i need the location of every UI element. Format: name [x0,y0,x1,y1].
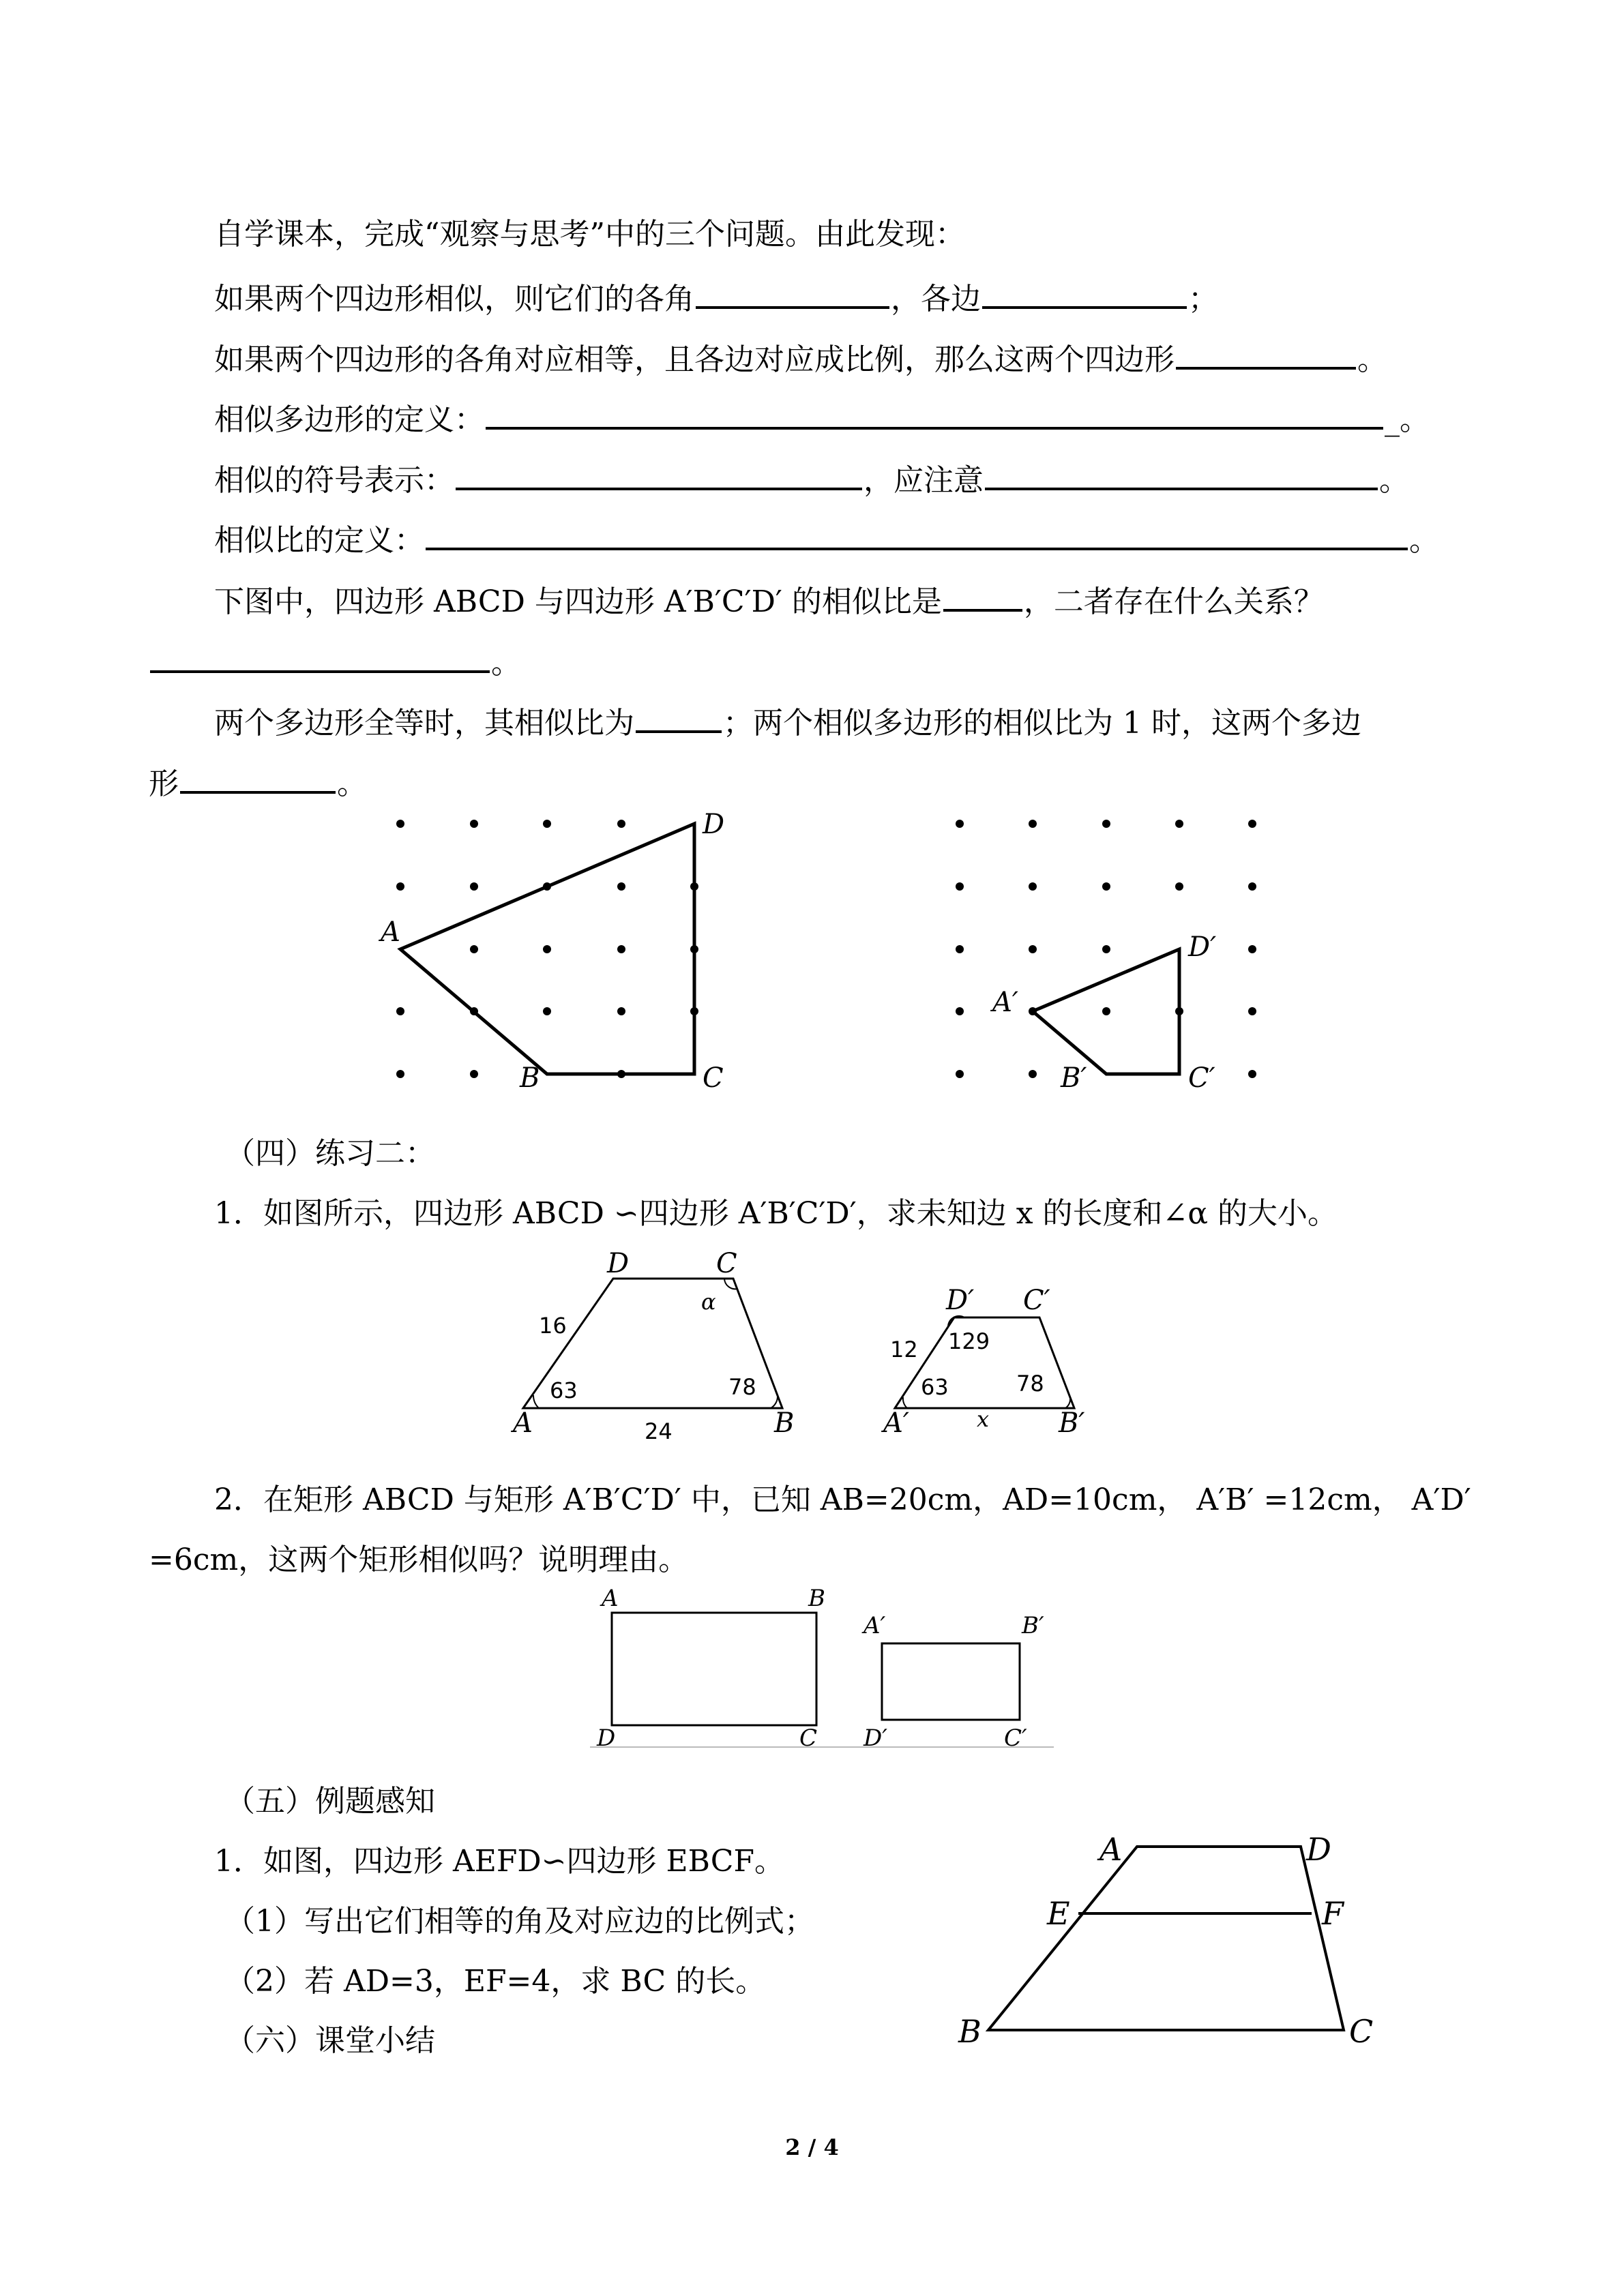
intro-line: 自学课本，完成“观察与思考”中的三个问题。由此发现： [214,217,965,252]
dot-grid-figure-abcd [368,805,750,1098]
vertex-label: F [1322,1895,1344,1932]
answer-blank[interactable] [150,639,490,673]
vertex-label: C′ [1023,1285,1050,1316]
vertex-label: A [1099,1831,1123,1868]
vertex-label: D′ [863,1725,887,1752]
text: ，应注意 [863,463,984,498]
text: 。 [337,766,367,801]
fill-line-angles-sides [214,275,1218,320]
text: 如果两个四边形相似，则它们的各角 [214,282,694,316]
text: 相似的符号表示： [214,463,454,498]
section-practice-two: （四）练习二： [225,1136,435,1171]
side-length-label: 24 [645,1418,673,1444]
answer-blank[interactable] [1176,336,1356,370]
answer-blank[interactable] [943,578,1022,612]
example-1: 1．如图，四边形 AEFD∽四边形 EBCF。 [214,1844,784,1879]
fill-line-similar-condition [214,336,1387,381]
vertex-label: E [1047,1895,1070,1932]
angle-label: 129 [948,1328,990,1354]
vertex-label: D [703,809,725,840]
trapezoid-abcd-figure [505,1241,805,1446]
text: ；两个相似多边形的相似比为 1 时，这两个多边 [723,706,1361,741]
text: _。 [1385,402,1430,437]
rectangles-figure [587,1582,1064,1759]
vertex-label: C [716,1248,737,1279]
angle-label: 78 [1016,1371,1044,1397]
text: 相似多边形的定义： [214,402,484,437]
answer-blank[interactable] [636,699,722,733]
text: 形 [149,766,179,801]
text: 。 [1357,342,1387,377]
answer-blank[interactable] [982,275,1187,309]
fill-line-relation [149,639,521,684]
text: 下图中，四边形 ABCD 与四边形 A′B′C′D′ 的相似比是 [214,584,942,619]
question-1: 1．如图所示，四边形 ABCD ∽四边形 A′B′C′D′，求未知边 x 的长度和∠α 的大小。 [214,1196,1338,1231]
fill-line-ratio-question [214,578,1324,623]
question-2: 2．在矩形 ABCD 与矩形 A′B′C′D′ 中，已知 AB=20cm，AD=10cm， A′B′ =12cm， A′D′ [214,1482,1471,1517]
unknown-side-label: x [977,1406,990,1432]
answer-blank[interactable] [426,516,1408,550]
vertex-label: A′ [992,987,1018,1018]
fill-line-definition [214,396,1430,441]
angle-label-alpha: α [701,1289,716,1315]
vertex-label: A′ [863,1612,886,1639]
vertex-label: B [808,1585,825,1612]
answer-blank[interactable] [456,456,862,490]
vertex-label: A [602,1585,619,1612]
vertex-label: C [799,1725,818,1752]
section-summary: （六）课堂小结 [225,2023,435,2058]
dot-grid-figure-a1b1c1d1 [941,805,1282,1098]
fill-line-congruent-cont [149,760,367,805]
text: 两个多边形全等时，其相似比为 [214,706,634,741]
example-1-part-1: （1）写出它们相等的角及对应边的比例式； [225,1904,814,1939]
fill-line-ratio-definition [214,516,1439,561]
vertex-label: D [597,1725,616,1752]
vertex-label: B [520,1062,540,1094]
text: ； [1188,282,1218,316]
answer-blank[interactable] [985,456,1378,490]
text: 。 [1409,523,1439,558]
side-length-label: 16 [539,1313,567,1339]
vertex-label: C [703,1062,724,1094]
trapezoid-a1b1c1d1-figure [873,1275,1105,1446]
text: ，二者存在什么关系？ [1023,584,1324,619]
question-2-cont: =6cm，这两个矩形相似吗？说明理由。 [149,1542,689,1577]
trapezoid-aefd-ebcf-figure [948,1821,1385,2066]
vertex-label: B′ [1059,1407,1085,1439]
text: 如果两个四边形的各角对应相等，且各边对应成比例，那么这两个四边形 [214,342,1175,377]
vertex-label: B [958,2013,981,2050]
vertex-label: D [1306,1831,1331,1868]
example-1-part-2: （2）若 AD=3，EF=4，求 BC 的长。 [225,1964,766,1999]
side-length-label: 12 [890,1337,918,1362]
angle-label: 63 [550,1377,578,1403]
vertex-label: A′ [883,1407,909,1439]
angle-label: 63 [921,1374,949,1400]
vertex-label: B′ [1061,1062,1087,1094]
answer-blank[interactable] [180,760,336,794]
page-number: 2 / 4 [785,2134,839,2160]
vertex-label: B′ [1022,1612,1044,1639]
text: 相似比的定义： [214,523,424,558]
vertex-label: A [513,1407,533,1439]
fill-line-symbol [214,456,1409,501]
vertex-label: A [381,916,400,948]
section-example: （五）例题感知 [225,1784,435,1819]
vertex-label: C′ [1004,1725,1027,1752]
vertex-label: D [607,1248,630,1279]
vertex-label: C′ [1188,1062,1215,1094]
fill-line-congruent [214,699,1361,744]
vertex-label: D′ [946,1285,975,1316]
text: 。 [1379,463,1409,498]
text: 。 [491,646,521,681]
answer-blank[interactable] [486,396,1383,430]
answer-blank[interactable] [696,275,889,309]
text: ，各边 [891,282,981,316]
vertex-label: D′ [1188,931,1217,963]
vertex-label: C [1349,2013,1374,2050]
vertex-label: B [774,1407,795,1439]
angle-label: 78 [728,1374,756,1400]
